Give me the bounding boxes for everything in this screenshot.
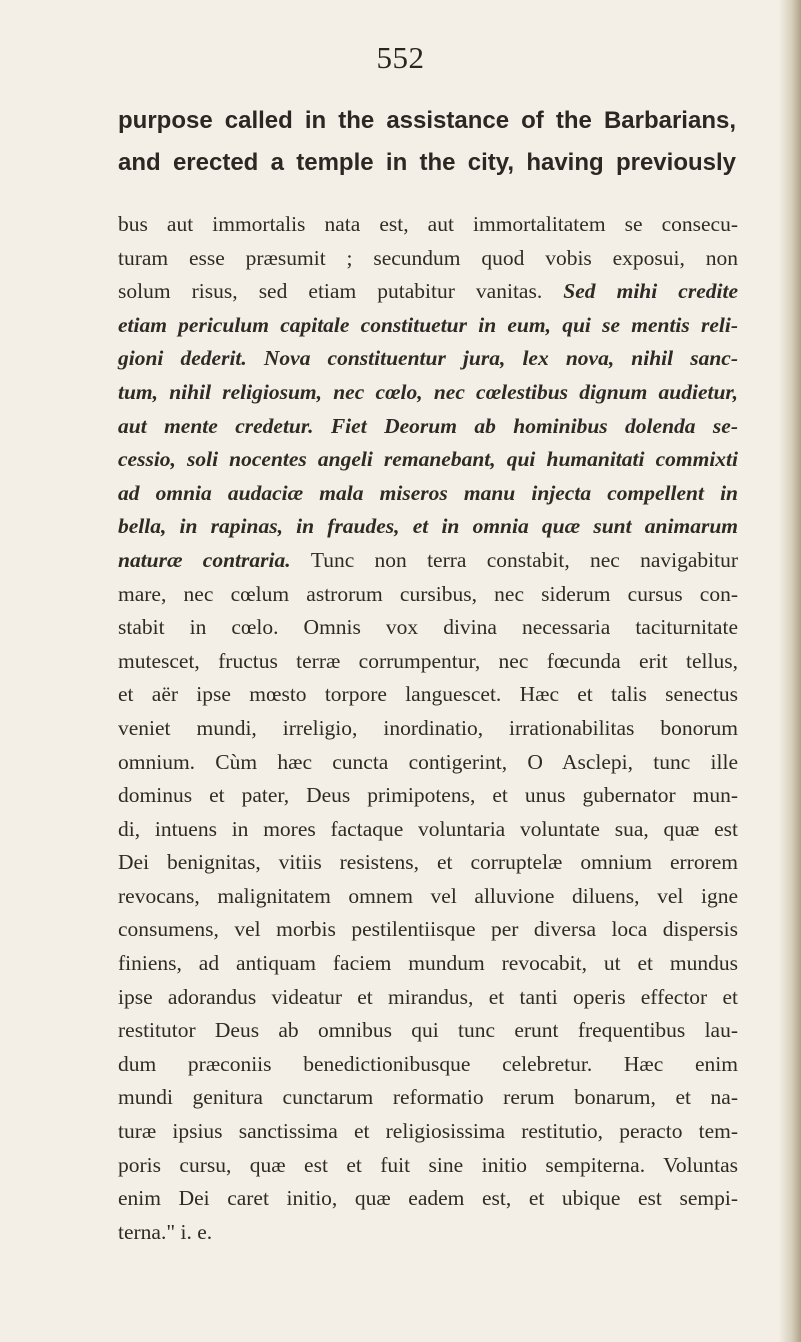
latin-line xyxy=(118,1048,738,1082)
latin-line xyxy=(118,544,738,578)
latin-roman-segment: bus aut immortalis nata est, aut immortalitatem se consecu- xyxy=(118,212,738,236)
latin-line xyxy=(118,947,738,981)
latin-line xyxy=(118,510,738,544)
page-number: 552 xyxy=(376,40,425,75)
latin-roman-segment: Dei benignitas, vitiis resistens, et corruptelæ omnium errorem xyxy=(118,850,738,875)
latin-line xyxy=(118,208,738,242)
latin-italic-segment: Sed mihi credite xyxy=(563,279,738,304)
latin-line xyxy=(118,1115,738,1149)
latin-line xyxy=(118,410,738,444)
latin-italic-segment: ad omnia audaciæ mala miseros manu injecta compellent in xyxy=(118,480,738,505)
latin-italic-segment: etiam periculum capitale constituetur in eum, qui se mentis reli- xyxy=(118,312,738,337)
latin-line xyxy=(118,913,738,947)
latin-line xyxy=(118,846,738,880)
latin-roman-segment: stabit in cœlo. Omnis vox divina necessaria taciturnitate xyxy=(118,615,738,640)
latin-roman-segment: di, intuens in mores factaque voluntaria voluntate sua, quæ est xyxy=(118,816,738,841)
latin-line xyxy=(118,477,738,511)
latin-line xyxy=(118,275,738,309)
latin-line xyxy=(118,443,738,477)
latin-line xyxy=(118,1081,738,1115)
latin-line xyxy=(118,712,738,746)
latin-line xyxy=(118,813,738,847)
latin-line xyxy=(118,376,738,410)
latin-roman-segment: restitutor Deus ab omnibus qui tunc erunt frequentibus lau- xyxy=(118,1018,738,1043)
latin-roman-segment: solum risus, sed etiam putabitur vanitas. xyxy=(118,279,564,304)
english-line: purpose called in the assistance of the Barbarians, xyxy=(118,107,736,134)
latin-roman-segment: turæ ipsius sanctissima et religiosissima restitutio, peracto tem- xyxy=(118,1119,738,1144)
latin-line xyxy=(118,342,738,376)
latin-line xyxy=(118,309,738,343)
latin-line xyxy=(118,1182,738,1216)
latin-line xyxy=(118,779,738,813)
latin-roman-segment: dominus et pater, Deus primipotens, et unus gubernator mun- xyxy=(118,783,738,808)
latin-roman-segment: mundi genitura cunctarum reformatio rerum bonarum, et na- xyxy=(118,1085,738,1110)
latin-roman-segment: mare, nec cœlum astrorum cursibus, nec siderum cursus con- xyxy=(118,581,738,606)
latin-italic-segment: naturæ contraria. xyxy=(118,547,311,572)
latin-roman-segment: turam esse præsumit ; secundum quod vobis exposui, non xyxy=(118,245,738,270)
latin-roman-segment: dum præconiis benedictionibusque celebretur. Hæc enim xyxy=(118,1051,738,1076)
latin-roman-segment: omnium. Cùm hæc cuncta contigerint, O Asclepi, tunc ille xyxy=(118,749,738,774)
latin-roman-segment: finiens, ad antiquam faciem mundum revocabit, ut et mundus xyxy=(118,951,738,976)
latin-roman-segment: Tunc non terra constabit, nec navigabitur xyxy=(310,547,738,572)
page-edge-shadow xyxy=(779,0,801,1342)
latin-italic-segment: bella, in rapinas, in fraudes, et in omnia quæ sunt animarum xyxy=(118,514,738,539)
latin-line xyxy=(118,880,738,914)
latin-line xyxy=(118,645,738,679)
latin-line xyxy=(118,678,738,712)
latin-roman-segment: revocans, malignitatem omnem vel alluvione diluens, vel igne xyxy=(118,883,738,908)
latin-roman-segment: veniet mundi, irreligio, inordinatio, irrationabilitas bonorum xyxy=(118,715,738,740)
latin-line xyxy=(118,1149,738,1183)
latin-roman-segment: mutescet, fructus terræ corrumpentur, nec fœcunda erit tellus, xyxy=(118,648,738,673)
latin-italic-segment: aut mente credetur. Fiet Deorum ab hominibus dolenda se- xyxy=(118,413,738,438)
english-line: and erected a temple in the city, having previously xyxy=(118,149,736,176)
latin-line xyxy=(118,981,738,1015)
latin-roman-segment: ipse adorandus videatur et mirandus, et tanti operis effector et xyxy=(118,984,738,1009)
latin-quotation-block xyxy=(118,208,738,1249)
english-text-block xyxy=(118,100,736,184)
latin-italic-segment: cessio, soli nocentes angeli remanebant, qui humanitati commixti xyxy=(118,447,738,472)
latin-line xyxy=(118,1014,738,1048)
latin-roman-segment: poris cursu, quæ est et fuit sine initio sempiterna. Voluntas xyxy=(118,1152,738,1177)
latin-roman-segment: enim Dei caret initio, quæ eadem est, et ubique est sempi- xyxy=(118,1186,738,1211)
latin-roman-segment: consumens, vel morbis pestilentiisque per diversa loca dispersis xyxy=(118,917,738,942)
latin-italic-segment: gioni dederit. Nova constituentur jura, lex nova, nihil sanc- xyxy=(118,346,738,371)
latin-italic-segment: tum, nihil religiosum, nec cœlo, nec cœlestibus dignum audietur, xyxy=(118,379,738,404)
latin-roman-segment: terna." i. e. xyxy=(118,1219,213,1244)
latin-roman-segment: et aër ipse mœsto torpore languescet. Hæc et talis senectus xyxy=(118,682,738,707)
latin-line xyxy=(118,1216,738,1250)
latin-line xyxy=(118,746,738,780)
latin-line xyxy=(118,611,738,645)
latin-line xyxy=(118,578,738,612)
latin-line xyxy=(118,242,738,276)
